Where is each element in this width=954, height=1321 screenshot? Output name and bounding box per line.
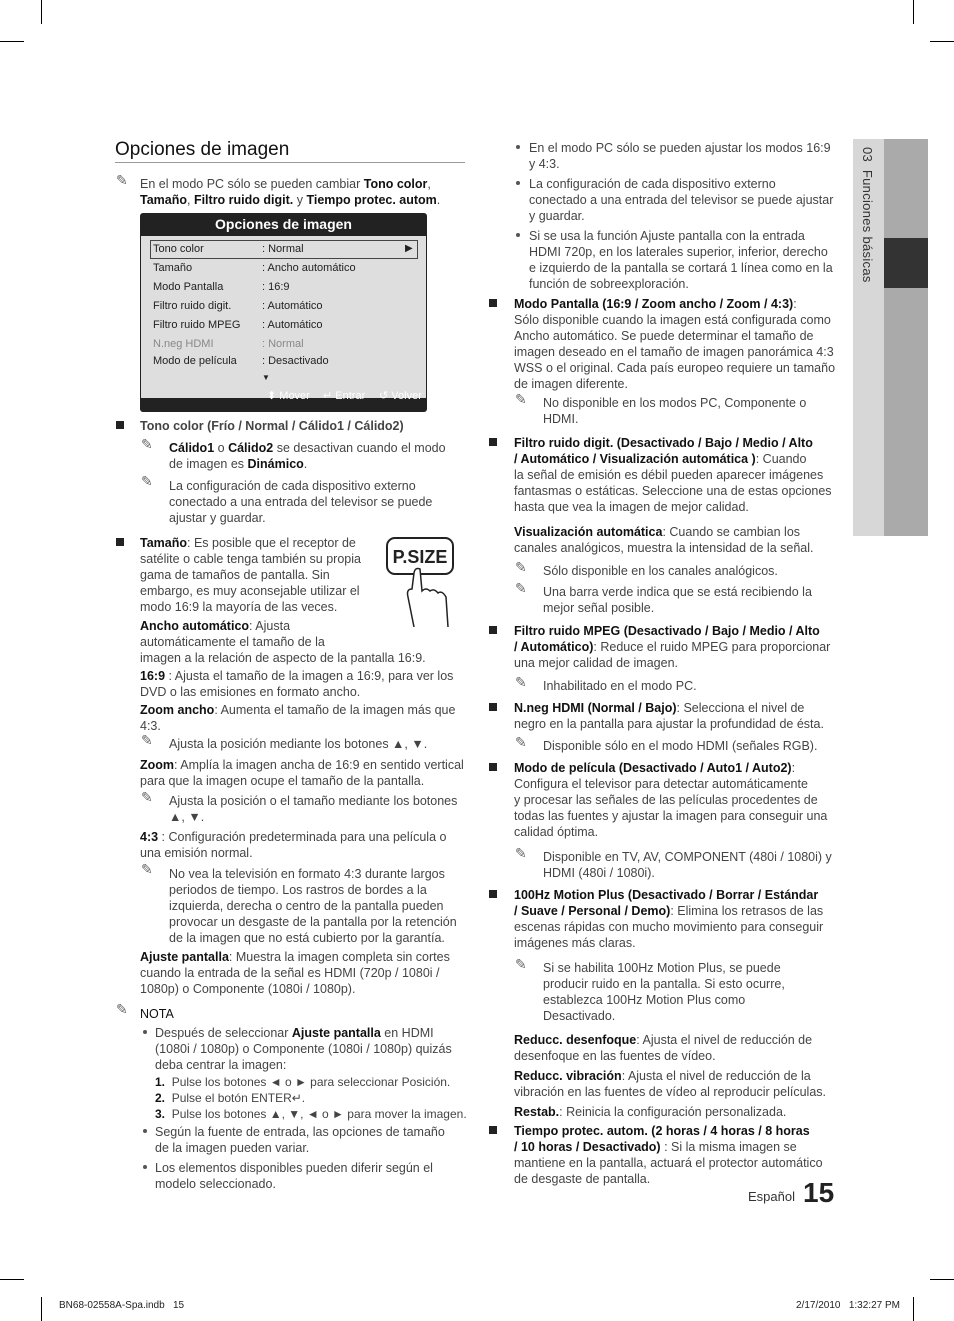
note-icon: ✎: [141, 732, 153, 748]
print-date: 2/17/2010 1:32:27 PM: [796, 1300, 900, 1311]
restab: Restab.: Reinicia la configuración personalizada.: [514, 1105, 787, 1119]
modo-text: Modo Pantalla (16:9 / Zoom ancho / Zoom / 4:3): Sólo disponible cuando la imagen está configurada como Ancho automático. Se puede determinar el tamaño de imagen deseado en el tamaño de imagen panorámica 4:3 WSS o el original. Cada país europeo requiere un tamaño de imagen diferente.: [514, 297, 836, 391]
note-icon: ✎: [515, 391, 527, 407]
zoom-ancho-note: Ajusta la posición mediante los botones ▲, ▼.: [169, 737, 428, 751]
bullet-square: [489, 299, 497, 307]
bullet-square: [116, 421, 124, 429]
note-icon: ✎: [141, 473, 153, 489]
nota-bullet-1: Después de seleccionar Ajuste pantalla en HDMI (1080i / 1080p) o Componente (1080i / 1080p) quizás deba centrar la imagen:: [155, 1026, 452, 1072]
note-icon: ✎: [515, 580, 527, 596]
tiempo-text: Tiempo protec. autom. (2 horas / 4 horas / 8 horas / 10 horas / Desactivado) : Si la misma imagen se mantiene en la pantalla, actuará el protector automático de desgaste de pantalla.: [514, 1124, 823, 1186]
bullet-square: [116, 538, 124, 546]
bullet-square: [489, 1126, 497, 1134]
tono-note-1: Cálido1 o Cálido2 se desactivan cuando el modo de imagen es Dinámico.: [169, 441, 446, 471]
menu-row-tono[interactable]: Tono color : Normal ▶: [153, 243, 413, 255]
crop-mark: [41, 0, 42, 24]
tamano-text: Tamaño: Es posible que el receptor de satélite o cable tenga también su propia gama de tamaños de pantalla. Sin embargo, es muy aconsejable utilizar el modo 16:9 la mayoría de las veces.: [140, 536, 361, 614]
bullet-dot: [516, 145, 520, 149]
note-icon: ✎: [116, 172, 128, 188]
crop-mark: [930, 1279, 954, 1280]
chapter-label: 03 Funciones básicas: [860, 147, 875, 283]
mpeg-note: Inhabilitado en el modo PC.: [543, 679, 697, 693]
page-number: 15: [803, 1177, 835, 1208]
mpeg-text: Filtro ruido MPEG (Desactivado / Bajo / Medio / Alto / Automático): Reduce el ruido MPEG para proporcionar una mejor calidad de imagen.: [514, 624, 831, 670]
hdmi-text: N.neg HDMI (Normal / Bajo): Selecciona el nivel de negro en la pantalla para ajustar la profundidad de ésta.: [514, 701, 824, 731]
bullet-dot: [516, 181, 520, 185]
note-icon: ✎: [515, 559, 527, 575]
crop-mark: [913, 1297, 914, 1321]
crop-mark: [0, 41, 24, 42]
bullet-square: [489, 703, 497, 711]
psize-label: P.SIZE: [392, 547, 448, 567]
enter-icon: ↵: [323, 390, 333, 402]
tono-note-2: La configuración de cada dispositivo externo conectado a una entrada del televisor se puede ajustar y guardar.: [169, 479, 433, 525]
note-icon: ✎: [141, 789, 153, 805]
updown-icon: ⬍: [267, 390, 277, 402]
title-rule: [115, 162, 465, 163]
crop-mark: [41, 1297, 42, 1321]
reducc-desenfoque: Reducc. desenfoque: Ajusta el nivel de reducción de desenfoque en las fuentes de vídeo.: [514, 1033, 813, 1063]
vis-text: Visualización automática: Cuando se cambian los canales analógicos, muestra la intensidad de la señal.: [514, 525, 814, 555]
pc-bullet-2: La configuración de cada dispositivo externo conectado a una entrada del televisor se puede ajustar y guardar.: [529, 177, 834, 223]
note-icon: ✎: [515, 674, 527, 690]
note-icon: ✎: [116, 1001, 128, 1017]
note-icon: ✎: [515, 734, 527, 750]
chapter-tab-edge: [884, 139, 928, 536]
arrow-right-icon: ▶: [405, 243, 413, 254]
pelicula-note: Disponible en TV, AV, COMPONENT (480i / 1080i) y HDMI (480i / 1080i).: [543, 850, 832, 880]
pelicula-text: Modo de película (Desactivado / Auto1 / Auto2): Configura el televisor para detectar automáticamente y procesar las señales de las películas procedentes de todas las fuentes y ajustar la imagen para conseguir una calidad óptima.: [514, 761, 828, 839]
step-1: 1. Pulse los botones ◄ o ► para seleccionar Posición.: [155, 1075, 451, 1089]
intro-note: En el modo PC sólo se pueden cambiar Tono color, Tamaño, Filtro ruido digit. y Tiempo protec. autom.: [140, 177, 441, 207]
nota-bullet-3: Los elementos disponibles pueden diferir según el modelo seleccionado.: [155, 1161, 433, 1191]
menu-row-tamano[interactable]: Tamaño : Ancho automático: [153, 262, 356, 274]
note-icon: ✎: [515, 845, 527, 861]
pc-bullet-3: Si se usa la función Ajuste pantalla con la entrada HDMI 720p, en los laterales superior, inferior, derecho e izquierdo de la pantalla se cortará 1 línea como en la función de sobreexploración.: [529, 229, 833, 291]
pc-bullet-1: En el modo PC sólo se pueden ajustar los modos 16:9 y 4:3.: [529, 141, 831, 171]
menu-row-modo[interactable]: Modo Pantalla : 16:9: [153, 281, 290, 293]
return-icon: ↺: [379, 390, 389, 402]
ajuste-text: Ajuste pantalla: Muestra la imagen completa sin cortes cuando la entrada de la señal es HDMI (720p / 1080i / 1080p) o Componente (1080i / 1080p).: [140, 950, 450, 996]
vis-note-2: Una barra verde indica que se está recibiendo la mejor señal posible.: [543, 585, 812, 615]
menu-title: Opciones de imagen: [215, 216, 352, 232]
crop-mark: [0, 1279, 24, 1280]
crop-mark: [930, 41, 954, 42]
menu-row-mpeg[interactable]: Filtro ruido MPEG : Automático: [153, 319, 323, 331]
hdmi-note: Disponible sólo en el modo HDMI (señales RGB).: [543, 739, 818, 753]
back-hint: ↺ Volver: [379, 390, 422, 402]
menu-row-fdig[interactable]: Filtro ruido digit. : Automático: [153, 300, 323, 312]
fdig-text: Filtro ruido digit. (Desactivado / Bajo / Medio / Alto / Automático / Visualización automática ): Cuando la señal de emisión es débil pueden aparecer imágenes fantasmas o estáticas. Seleccione una de estas opciones hasta que vea la imagen de mejor calidad.: [514, 436, 832, 514]
reducc-vibracion: Reducc. vibración: Ajusta el nivel de reducción de la vibración en las fuentes de vídeo al reproducir películas.: [514, 1069, 826, 1099]
nota-label: NOTA: [140, 1007, 174, 1021]
hz-note: Si se habilita 100Hz Motion Plus, se puede producir ruido en la pantalla. Si esto ocurre, establezca 100Hz Motion Plus como Desactivado.: [543, 961, 785, 1023]
zoom-text: Zoom: Amplía la imagen ancha de 16:9 en sentido vertical para que la imagen ocupe el tamaño de la pantalla.: [140, 758, 464, 788]
picture-options-menu: [140, 213, 427, 412]
bullet-dot: [516, 233, 520, 237]
chapter-tab-marker: [884, 238, 928, 288]
bullet-square: [489, 763, 497, 771]
language-label: Español: [748, 1189, 795, 1204]
step-3: 3. Pulse los botones ▲, ▼, ◄ o ► para mover la imagen.: [155, 1107, 467, 1121]
menu-row-hdmi: N.neg HDMI : Normal: [153, 338, 304, 350]
crop-mark: [913, 0, 914, 24]
ancho-text: Ancho automático: Ajusta automáticamente el tamaño de la imagen a la relación de aspecto de la pantalla 16:9.: [140, 619, 426, 665]
bullet-dot: [143, 1165, 147, 1169]
psize-button-icon: [384, 535, 459, 627]
section-title: Opciones de imagen: [115, 139, 290, 160]
bullet-square: [489, 626, 497, 634]
vis-note-1: Sólo disponible en los canales analógicos.: [543, 564, 778, 578]
nota-bullet-2: Según la fuente de entrada, las opciones de tamaño de la imagen pueden variar.: [155, 1125, 445, 1155]
r43-note: No vea la televisión en formato 4:3 durante largos periodos de tiempo. Los rastros de bordes a la izquierda, derecha o centro de la pantalla pueden provocar un desgaste de la pantalla por la retención de la imagen que no está cubierto por la garantía.: [169, 867, 457, 945]
step-2: 2. Pulse el botón ENTER↵.: [155, 1091, 306, 1105]
r169-text: 16:9 : Ajusta el tamaño de la imagen a 16:9, para ver los DVD o las emisiones en formato ancho.: [140, 669, 454, 699]
enter-hint: ↵ Entrar: [323, 390, 366, 402]
tono-heading: Tono color (Frío / Normal / Cálido1 / Cálido2): [140, 419, 404, 433]
note-icon: ✎: [141, 861, 153, 877]
bullet-square: [489, 890, 497, 898]
bullet-dot: [143, 1129, 147, 1133]
menu-body: [141, 236, 426, 398]
scroll-down-icon: ▼: [262, 373, 270, 382]
bullet-square: [489, 438, 497, 446]
zoom-note: Ajusta la posición o el tamaño mediante los botones ▲, ▼.: [169, 794, 458, 824]
hz-text: 100Hz Motion Plus (Desactivado / Borrar / Estándar / Suave / Personal / Demo): Elimina los retrasos de las escenas rápidas con mucho movimiento para conseguir imágenes más claras.: [514, 888, 824, 950]
note-icon: ✎: [515, 956, 527, 972]
bullet-dot: [143, 1030, 147, 1034]
modo-note: No disponible en los modos PC, Componente o HDMI.: [543, 396, 807, 426]
menu-row-pelicula[interactable]: Modo de película : Desactivado: [153, 355, 329, 367]
zoom-ancho-text: Zoom ancho: Aumenta el tamaño de la imagen más que 4:3.: [140, 703, 456, 733]
r43-text: 4:3 : Configuración predeterminada para una película o una emisión normal.: [140, 830, 447, 860]
note-icon: ✎: [141, 436, 153, 452]
move-hint: ⬍ Mover: [267, 390, 310, 402]
file-name: BN68-02558A-Spa.indb 15: [59, 1300, 185, 1311]
